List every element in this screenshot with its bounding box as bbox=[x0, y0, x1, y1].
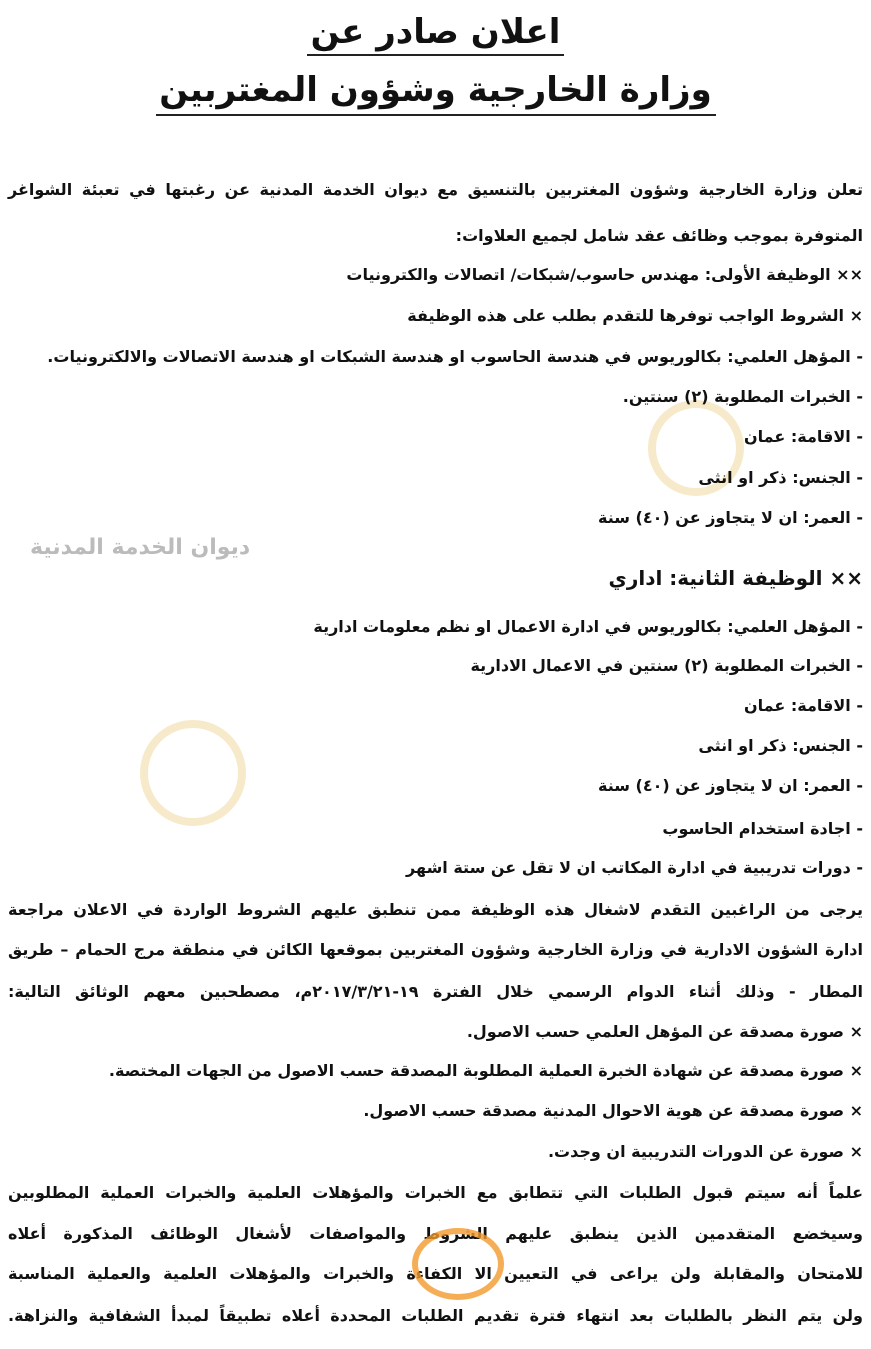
clock-logo-icon bbox=[412, 1228, 504, 1300]
note-line: للامتحان والمقابلة ولن يراعى في التعيين الا الكفاءة والخبرات والمؤهلات العلمية والعملية المناسبة bbox=[8, 1264, 863, 1283]
job1-qualification: - المؤهل العلمي: بكالوريوس في هندسة الحاسوب او هندسة الشبكات او هندسة الاتصالات والالكترونيات. bbox=[47, 347, 863, 366]
application-line: المطار - وذلك أثناء الدوام الرسمي خلال الفترة ١٩-٢٠١٧/٣/٢١م، مصطحبين معهم الوثائق التالية: bbox=[8, 982, 863, 1001]
job1-residence: - الاقامة: عمان bbox=[744, 427, 863, 446]
document-item: × صورة مصدقة عن المؤهل العلمي حسب الاصول. bbox=[466, 1022, 863, 1041]
job2-qualification: - المؤهل العلمي: بكالوريوس في ادارة الاعمال او نظم معلومات ادارية bbox=[313, 617, 863, 636]
title-line-2: وزارة الخارجية وشؤون المغتربين bbox=[0, 70, 871, 116]
intro-line: تعلن وزارة الخارجية وشؤون المغتربين بالتنسيق مع ديوان الخدمة المدنية عن رغبتها في تعبئة الشواغر bbox=[8, 180, 863, 199]
note-line: علماً أنه سيتم قبول الطلبات التي تتطابق مع الخبرات والمؤهلات العلمية والخبرات العملية المطلوبين bbox=[8, 1183, 863, 1202]
note-line: ولن يتم النظر بالطلبات بعد انتهاء فترة تقديم الطلبات المحددة أعلاه تطبيقاً لمبدأ الشفافية والنزاهة. bbox=[8, 1306, 863, 1325]
job2-residence: - الاقامة: عمان bbox=[744, 696, 863, 715]
application-line: يرجى من الراغبين التقدم لاشغال هذه الوظيفة ممن تنطبق عليهم الشروط الواردة في الاعلان مراجعة bbox=[8, 900, 863, 919]
job1-heading: ×× الوظيفة الأولى: مهندس حاسوب/شبكات/ اتصالات والكترونيات bbox=[346, 265, 863, 284]
title-line-1: اعلان صادر عن bbox=[0, 12, 871, 52]
watermark-text: ديوان الخدمة المدنية bbox=[30, 535, 251, 560]
application-line: ادارة الشؤون الادارية في وزارة الخارجية وشؤون المغتربين بموقعها الكائن في منطقة مرج الحمام – طريق bbox=[8, 940, 863, 959]
job1-experience: - الخبرات المطلوبة (٢) سنتين. bbox=[622, 387, 863, 406]
job2-experience: - الخبرات المطلوبة (٢) سنتين في الاعمال الادارية bbox=[470, 656, 863, 675]
job2-heading: ×× الوظيفة الثانية: اداري bbox=[608, 566, 863, 590]
conditions-heading: × الشروط الواجب توفرها للتقدم بطلب على هذه الوظيفة bbox=[407, 306, 863, 325]
job2-age: - العمر: ان لا يتجاوز عن (٤٠) سنة bbox=[598, 776, 863, 795]
job1-age: - العمر: ان لا يتجاوز عن (٤٠) سنة bbox=[598, 508, 863, 527]
job2-computer: - اجادة استخدام الحاسوب bbox=[662, 819, 863, 838]
document-item: × صورة مصدقة عن هوية الاحوال المدنية مصدقة حسب الاصول. bbox=[363, 1101, 863, 1120]
job1-gender: - الجنس: ذكر او انثى bbox=[698, 468, 863, 487]
intro-line: المتوفرة بموجب وظائف عقد شامل لجميع العلاوات: bbox=[455, 226, 863, 245]
document-item: × صورة عن الدورات التدريبية ان وجدت. bbox=[547, 1142, 863, 1161]
document-item: × صورة مصدقة عن شهادة الخبرة العملية المطلوبة المصدقة حسب الاصول من الجهات المختصة. bbox=[108, 1061, 863, 1080]
note-line: وسيخضع المتقدمين الذين ينطبق عليهم الشروط والمواصفات لأشغال الوظائف المذكورة أعلاه bbox=[8, 1224, 863, 1243]
job2-gender: - الجنس: ذكر او انثى bbox=[698, 736, 863, 755]
job2-training: - دورات تدريبية في ادارة المكاتب ان لا تقل عن ستة اشهر bbox=[406, 858, 863, 877]
